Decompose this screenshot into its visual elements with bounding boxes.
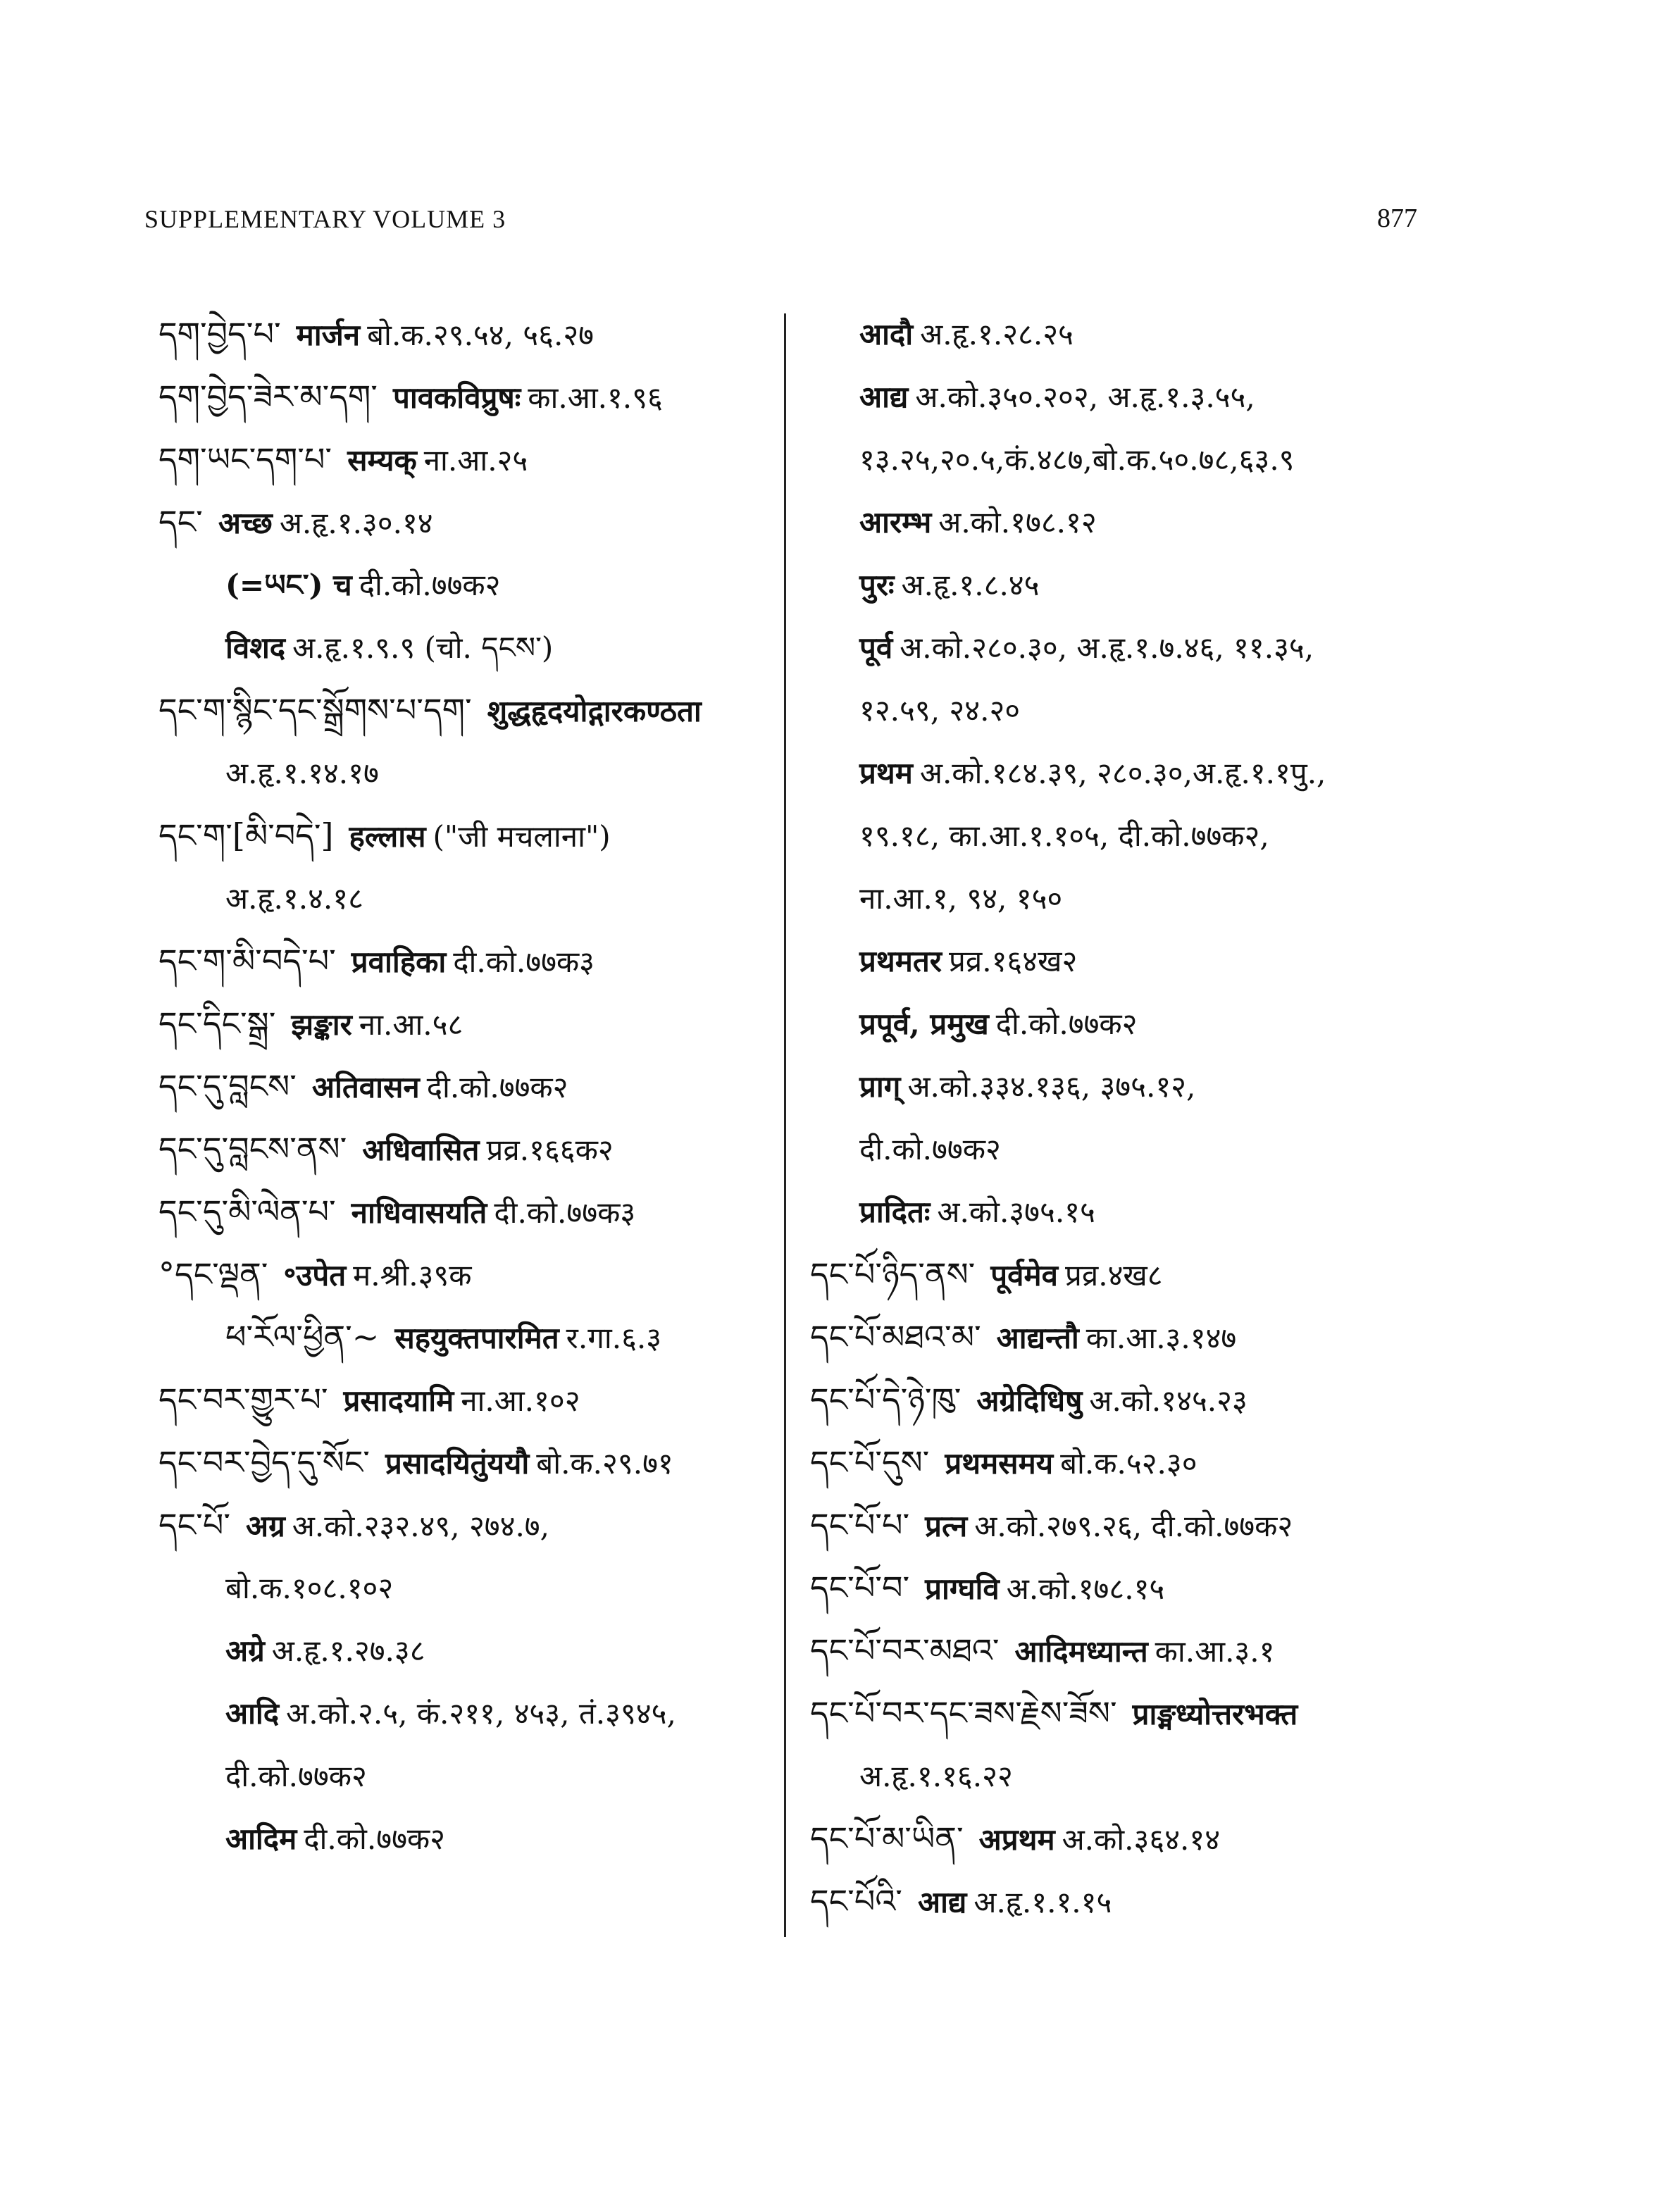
- tibetan-term: དང་པོ་བ་: [810, 1569, 910, 1607]
- dictionary-entry-line: [810, 1118, 1543, 1181]
- dictionary-entry-line: [810, 679, 1543, 742]
- source-reference: अ.को.१७८.१२: [938, 505, 1097, 540]
- dictionary-entry-line: [810, 1181, 1543, 1243]
- source-reference: का.आ.१.९६: [528, 380, 663, 415]
- sanskrit-headword: पूर्व: [859, 630, 893, 665]
- source-reference: ना.आ.१, ९४, १५०: [859, 881, 1063, 916]
- source-reference: प्रव्र.१६४ख२: [948, 944, 1078, 978]
- sanskrit-headword: आद्यन्तौ: [996, 1321, 1079, 1355]
- sanskrit-headword: प्राग्घवि: [925, 1571, 1000, 1606]
- sanskrit-headword: शुद्धहृदयोद्गारकण्ठता: [487, 694, 702, 728]
- dictionary-entry-line: [810, 303, 1543, 366]
- dictionary-entry-line: [158, 1557, 778, 1619]
- source-reference: अ.को.२७९.२६, दी.को.७७क२: [974, 1509, 1293, 1543]
- source-reference: बो.क.५२.३०: [1060, 1446, 1197, 1481]
- dictionary-entry-line: [810, 1306, 1543, 1369]
- sanskrit-headword: अतिवासन: [311, 1070, 420, 1104]
- sanskrit-headword: प्राग्: [859, 1069, 901, 1104]
- source-reference: अ.को.१७८.१५: [1006, 1571, 1165, 1606]
- sanskrit-headword: प्राङ्मध्योत्तरभक्त: [1132, 1697, 1298, 1731]
- sanskrit-headword: अग्रेदिधिषु: [976, 1383, 1083, 1418]
- dictionary-entry-line: [810, 1055, 1543, 1118]
- source-reference: दी.को.७७क२: [995, 1007, 1138, 1041]
- dictionary-entry-line: [158, 1055, 778, 1118]
- dictionary-entry-line: [810, 867, 1543, 930]
- source-reference: अ.को.३७५.१५: [937, 1195, 1095, 1229]
- source-reference: बो.क.२९.५४, ५६.२७: [367, 318, 595, 352]
- sanskrit-headword: अधिवासित: [362, 1133, 480, 1167]
- sanskrit-headword: प्रत्न: [925, 1509, 968, 1543]
- source-reference: दी.को.७७क३: [453, 945, 595, 979]
- dictionary-entry-line: [810, 1494, 1543, 1557]
- dictionary-entry-line: [158, 804, 778, 867]
- tibetan-term: དང་པོ་ཉིད་ནས་: [810, 1255, 976, 1293]
- sanskrit-headword: प्रथम: [859, 756, 913, 790]
- tibetan-term: °དང་ལྡན་: [158, 1255, 268, 1293]
- source-reference: दी.को.७७क३: [494, 1195, 636, 1230]
- tibetan-term: དང་པོ་དུས་: [810, 1443, 930, 1481]
- source-reference: र.गा.६.३: [566, 1321, 662, 1355]
- source-reference: दी.को.७७क२: [426, 1070, 568, 1104]
- tibetan-term: དང་ག་[མི་བདེ་]: [158, 816, 334, 854]
- sanskrit-headword: सहयुक्तपारमित: [394, 1321, 559, 1355]
- sanskrit-headword: प्रवाहिका: [351, 945, 447, 979]
- dictionary-entry-line: [810, 1431, 1543, 1494]
- source-reference: अ.को.२.५, कं.२११, ४५३, तं.३९४५,: [286, 1696, 676, 1731]
- source-reference: अ.को.१४५.२३: [1089, 1383, 1247, 1418]
- tibetan-term: དང་དིང་སྒྲ་: [158, 1004, 276, 1042]
- tibetan-term: དང་པོ་: [158, 1506, 230, 1544]
- sanskrit-headword: आदिम: [225, 1822, 297, 1856]
- sanskrit-headword: मार्जन: [296, 318, 361, 352]
- source-reference: अ.हृ.१.९.९ (चो. དངས་): [292, 630, 554, 665]
- sanskrit-headword: (=ཡང་) च: [225, 568, 352, 602]
- tibetan-term: དང་: [158, 503, 203, 541]
- tibetan-term: དང་པོ་མ་ཡིན་: [810, 1819, 964, 1857]
- sanskrit-headword: आद्य: [917, 1885, 967, 1919]
- dictionary-entry-line: [158, 1181, 778, 1243]
- source-reference: ना.आ.२५: [423, 443, 528, 478]
- sanskrit-headword: नाधिवासयति: [351, 1195, 487, 1230]
- tibetan-term: དང་ག་སྙིང་དང་སྒྲོགས་པ་དག་: [158, 691, 472, 729]
- dictionary-entry-line: [158, 1118, 778, 1181]
- source-reference: बो.क.१०८.१०२: [225, 1571, 394, 1605]
- tibetan-term: དང་བར་བྱེད་དུ་སོང་: [158, 1443, 370, 1481]
- sanskrit-headword: झङ्कार: [291, 1007, 352, 1042]
- sanskrit-headword: प्रथमतर: [859, 944, 942, 978]
- sanskrit-headword: आदौ: [859, 317, 914, 351]
- dictionary-entry-line: [158, 303, 778, 366]
- source-reference: ना.आ.५८: [359, 1007, 463, 1042]
- source-reference: अ.हृ.१.३०.१४: [279, 506, 433, 540]
- source-reference: १९.१८, का.आ.१.१०५, दी.को.७७क२,: [859, 818, 1269, 853]
- tibetan-term: དག་ཡང་དག་པ་: [158, 440, 332, 478]
- source-reference: अ.को.२८०.३०, अ.हृ.१.७.४६, ११.३५,: [900, 630, 1314, 665]
- dictionary-entry-line: [158, 1243, 778, 1306]
- sanskrit-headword: प्रपूर्व, प्रमुख: [859, 1007, 989, 1041]
- dictionary-entry-line: [158, 992, 778, 1055]
- sanskrit-headword: आरम्भ: [859, 505, 932, 540]
- tibetan-term: དང་དུ་མི་ལེན་པ་: [158, 1193, 336, 1231]
- source-reference: म.श्री.३९क: [353, 1258, 472, 1293]
- dictionary-entry-line: [810, 1745, 1543, 1807]
- dictionary-entry-line: [158, 491, 778, 554]
- sanskrit-headword: प्रसादयामि: [343, 1383, 454, 1418]
- dictionary-entry-line: [810, 428, 1543, 491]
- sanskrit-headword: हल्लास: [349, 819, 426, 854]
- sanskrit-headword: आद्य: [859, 380, 909, 414]
- sanskrit-headword: अग्रे: [225, 1633, 265, 1668]
- tibetan-term: ཕ་རོལ་ཕྱིན་~: [225, 1318, 380, 1356]
- tibetan-term: དང་པོ་མཐའ་མ་: [810, 1318, 981, 1356]
- tibetan-term: དང་པོ་བར་མཐའ་: [810, 1631, 1000, 1669]
- source-reference: का.आ.३.१४७: [1085, 1321, 1237, 1355]
- dictionary-entry-line: [158, 1619, 778, 1682]
- source-reference: १३.२५,२०.५,कं.४८७,बो.क.५०.७८,६३.९: [859, 442, 1295, 477]
- dictionary-entry-line: [158, 428, 778, 491]
- sanskrit-headword: पावकविप्रुषः: [392, 380, 521, 415]
- dictionary-entry-line: [158, 616, 778, 679]
- tibetan-term: དང་པོ་བར་དང་ཟས་རྗེས་ཟོས་: [810, 1694, 1117, 1732]
- dictionary-entry-line: [158, 1306, 778, 1369]
- source-reference: प्रव्र.४ख८: [1064, 1258, 1163, 1293]
- dictionary-entry-line: [810, 1619, 1543, 1682]
- dictionary-entry-line: [810, 1557, 1543, 1619]
- dictionary-entry-line: [158, 867, 778, 930]
- sanskrit-headword: अप्रथम: [978, 1822, 1055, 1857]
- source-reference: बो.क.२९.७१: [536, 1446, 673, 1481]
- sanskrit-headword: आदि: [225, 1696, 280, 1731]
- tibetan-term: དག་བྱེད་ཟེར་མ་དག་: [158, 378, 378, 416]
- dictionary-entry-line: [810, 1369, 1543, 1431]
- dictionary-entry-line: [158, 1745, 778, 1807]
- source-reference: अ.को.३६४.१४: [1062, 1822, 1221, 1857]
- dictionary-entry-line: [810, 930, 1543, 992]
- source-reference: १२.५९, २४.२०: [859, 693, 1021, 728]
- sanskrit-headword: प्रसादयितुंययौ: [385, 1446, 530, 1481]
- source-reference: दी.को.७७क२: [225, 1759, 367, 1793]
- source-reference: का.आ.३.१: [1155, 1634, 1275, 1669]
- dictionary-entry-line: [810, 1807, 1543, 1870]
- sanskrit-headword: पुरः: [859, 568, 895, 602]
- source-reference: ("जी मचलाना"): [433, 819, 611, 854]
- source-reference: अ.हृ.१.१.१५: [973, 1885, 1112, 1919]
- source-reference: प्रव्र.१६६क२: [486, 1133, 614, 1167]
- dictionary-entry-line: [158, 679, 778, 742]
- source-reference: अ.हृ.१.१६.२२: [859, 1759, 1013, 1793]
- right-column: [810, 303, 1543, 1933]
- running-header: SUPPLEMENTARY VOLUME 3: [144, 205, 506, 233]
- source-reference: अ.को.३३४.१३६, ३७५.१२,: [907, 1069, 1196, 1104]
- tibetan-term: དང་ག་མི་བདེ་པ་: [158, 942, 336, 980]
- sanskrit-headword: अग्र: [245, 1509, 285, 1543]
- source-reference: अ.हृ.१.१४.१७: [225, 756, 379, 790]
- sanskrit-headword: विशद: [225, 630, 286, 665]
- sanskrit-headword: प्रादितः: [859, 1195, 931, 1229]
- source-reference: अ.हृ.१.४.१८: [225, 881, 363, 916]
- source-reference: अ.को.३५०.२०२, अ.हृ.१.३.५५,: [915, 380, 1255, 414]
- sanskrit-headword: आदिमध्यान्त: [1014, 1634, 1148, 1669]
- dictionary-entry-line: [810, 616, 1543, 679]
- source-reference: अ.हृ.१.८.४५: [901, 568, 1040, 602]
- source-reference: अ.को.१८४.३९, २८०.३०,अ.हृ.१.१पु.,: [919, 756, 1326, 790]
- dictionary-entry-line: [810, 491, 1543, 554]
- dictionary-entry-line: [158, 1807, 778, 1870]
- left-column: [158, 303, 778, 1870]
- dictionary-entry-line: [810, 1243, 1543, 1306]
- dictionary-entry-line: [158, 1682, 778, 1745]
- sanskrit-headword: प्रथमसमय: [945, 1446, 1054, 1481]
- dictionary-entry-line: [810, 742, 1543, 804]
- tibetan-term: དང་པོ་དེ་ཉེ་ཁུ་: [810, 1381, 962, 1419]
- dictionary-entry-line: [158, 930, 778, 992]
- dictionary-entry-line: [810, 554, 1543, 616]
- source-reference: दी.को.७७क२: [304, 1822, 446, 1856]
- dictionary-entry-line: [158, 1494, 778, 1557]
- dictionary-entry-line: [810, 366, 1543, 428]
- dictionary-entry-line: [810, 992, 1543, 1055]
- column-divider: [784, 313, 786, 1937]
- dictionary-entry-line: [158, 554, 778, 616]
- sanskrit-headword: सम्यक्: [347, 443, 417, 478]
- dictionary-entry-line: [810, 1870, 1543, 1933]
- tibetan-term: དང་དུ་བླངས་: [158, 1067, 297, 1105]
- source-reference: दी.को.७७क२: [359, 568, 501, 602]
- sanskrit-headword: पूर्वमेव: [990, 1258, 1058, 1293]
- sanskrit-headword: अच्छ: [218, 506, 273, 540]
- dictionary-entry-line: [158, 1431, 778, 1494]
- tibetan-term: དང་པོའི་: [810, 1882, 902, 1920]
- source-reference: अ.को.२३२.४९, २७४.७,: [292, 1509, 550, 1543]
- source-reference: ना.आ.१०२: [461, 1383, 580, 1418]
- sanskrit-headword: ॰उपेत: [283, 1258, 347, 1293]
- source-reference: अ.हृ.१.२७.३८: [271, 1633, 425, 1668]
- tibetan-term: དང་བར་གྱུར་པ་: [158, 1381, 328, 1419]
- dictionary-entry-line: [810, 804, 1543, 867]
- tibetan-term: དང་པོ་པ་: [810, 1506, 910, 1544]
- source-reference: दी.को.७७क२: [859, 1132, 1001, 1166]
- dictionary-entry-line: [810, 1682, 1543, 1745]
- dictionary-entry-line: [158, 1369, 778, 1431]
- page-number: 877: [1377, 204, 1417, 233]
- dictionary-entry-line: [158, 366, 778, 428]
- source-reference: अ.हृ.१.२८.२५: [920, 317, 1074, 351]
- tibetan-term: དང་དུ་བླངས་ནས་: [158, 1130, 347, 1168]
- dictionary-entry-line: [158, 742, 778, 804]
- tibetan-term: དག་བྱེད་པ་: [158, 315, 281, 353]
